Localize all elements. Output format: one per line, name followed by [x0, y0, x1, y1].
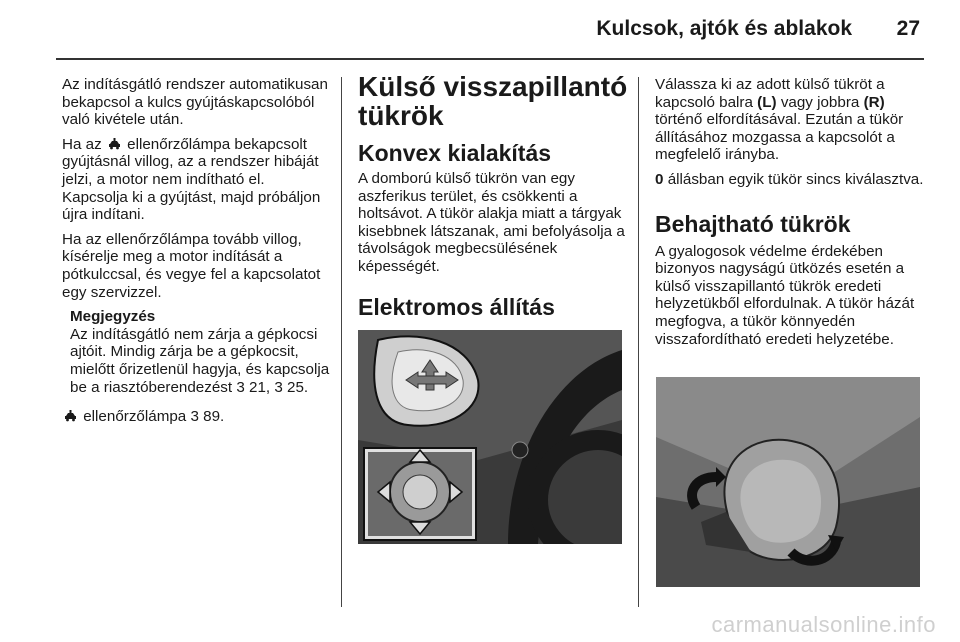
select-mirror-text-c: történő elfordításával. Ezután a tükör állításához mozgassa a kapcsolót a megfelelő irányba. [655, 111, 904, 164]
select-mirror-text-b: vagy jobbra [780, 93, 860, 111]
lamp-page-ref-link[interactable]: ellenőrzőlámpa 3 89. [83, 408, 225, 426]
column-divider-1 [341, 77, 342, 607]
folding-mirror-image [656, 377, 920, 587]
note-box [70, 308, 330, 396]
right-label: (R) [863, 93, 885, 111]
paragraph-warning-lamp-pre: Ha az [62, 135, 102, 153]
heading-convex: Konvex kialakítás [358, 140, 552, 166]
mirror-switch-image [358, 330, 622, 544]
zero-label: 0 [655, 170, 664, 188]
paragraph-spare-key: Ha az ellenőrzőlámpa tovább villog, kísérelje meg a motor indítását a pótkulccsal, és vegye fel a kapcsolatot egy szervizzel. [62, 230, 321, 301]
paragraph-zero-position [655, 171, 925, 189]
paragraph-select-mirror [655, 76, 925, 164]
note-text: Az indításgátló nem zárja a gépkocsi ajtóit. Mindig zárja be a gépkocsit, mielőtt őrizetlenül hagyja, és kapcsolja be a riasztóberendezést [70, 325, 330, 396]
column-divider-2 [638, 77, 639, 607]
note-title: Megjegyzés [70, 308, 156, 326]
mirror-switch-illustration [358, 330, 622, 544]
column-1 [62, 76, 330, 433]
page-number: 27 [896, 17, 920, 40]
left-label: (L) [757, 93, 777, 111]
paragraph-warning-lamp-post: ellenőrzőlámpa bekapcsolt gyújtásnál villog, az a rendszer hibáját jelzi, a motor nem indítható el. Kapcsolja ki a gyújtást, majd próbáljon újra indítani. [62, 135, 321, 224]
paragraph-warning-lamp [62, 136, 330, 224]
zero-position-text: állásban egyik tükör sincs kiválasztva. [667, 170, 924, 188]
select-mirror-text-a: Válassza ki az adott külső tükröt a kapcsoló balra [655, 76, 885, 111]
lamp-reference-line [62, 408, 330, 426]
immobiliser-lamp-icon [108, 138, 121, 150]
note-body [70, 326, 330, 396]
immobiliser-lamp-icon-small [64, 410, 77, 422]
header-divider [56, 58, 924, 60]
folding-mirror-illustration [656, 377, 920, 587]
section-title: Külső visszapillantó tükrök [358, 71, 628, 131]
note-page-ref-link[interactable]: 3 21, 3 25. [236, 378, 309, 396]
column-3 [655, 76, 925, 355]
chapter-title: Kulcsok, ajtók és ablakok [596, 17, 852, 40]
paragraph-convex: A domború külső tükrön van egy aszferikus terület, és csökkenti a holtsávot. A tükör alakja miatt a tárgyak kisebbnek látszanak, ami befolyásolja a távolságok megbecsülésének képességét. [358, 170, 625, 275]
watermark: carmanualsonline.info [711, 612, 936, 637]
page-header [0, 0, 960, 58]
paragraph-immobiliser: Az indításgátló rendszer automatikusan bekapcsol a kulcs gyújtáskapcsolóból való kivétele után. [62, 76, 328, 129]
paragraph-folding: A gyalogosok védelme érdekében bizonyos nagyságú ütközés esetén a külső visszapillantó tükrök eredeti helyzetükből elfordulnak. A tükör házát megfogva, a tükör könnyedén visszafordítható eredeti helyzetébe. [655, 242, 915, 348]
column-2 [358, 71, 628, 544]
heading-electric: Elektromos állítás [358, 293, 555, 320]
heading-folding: Behajtható tükrök [655, 210, 851, 237]
